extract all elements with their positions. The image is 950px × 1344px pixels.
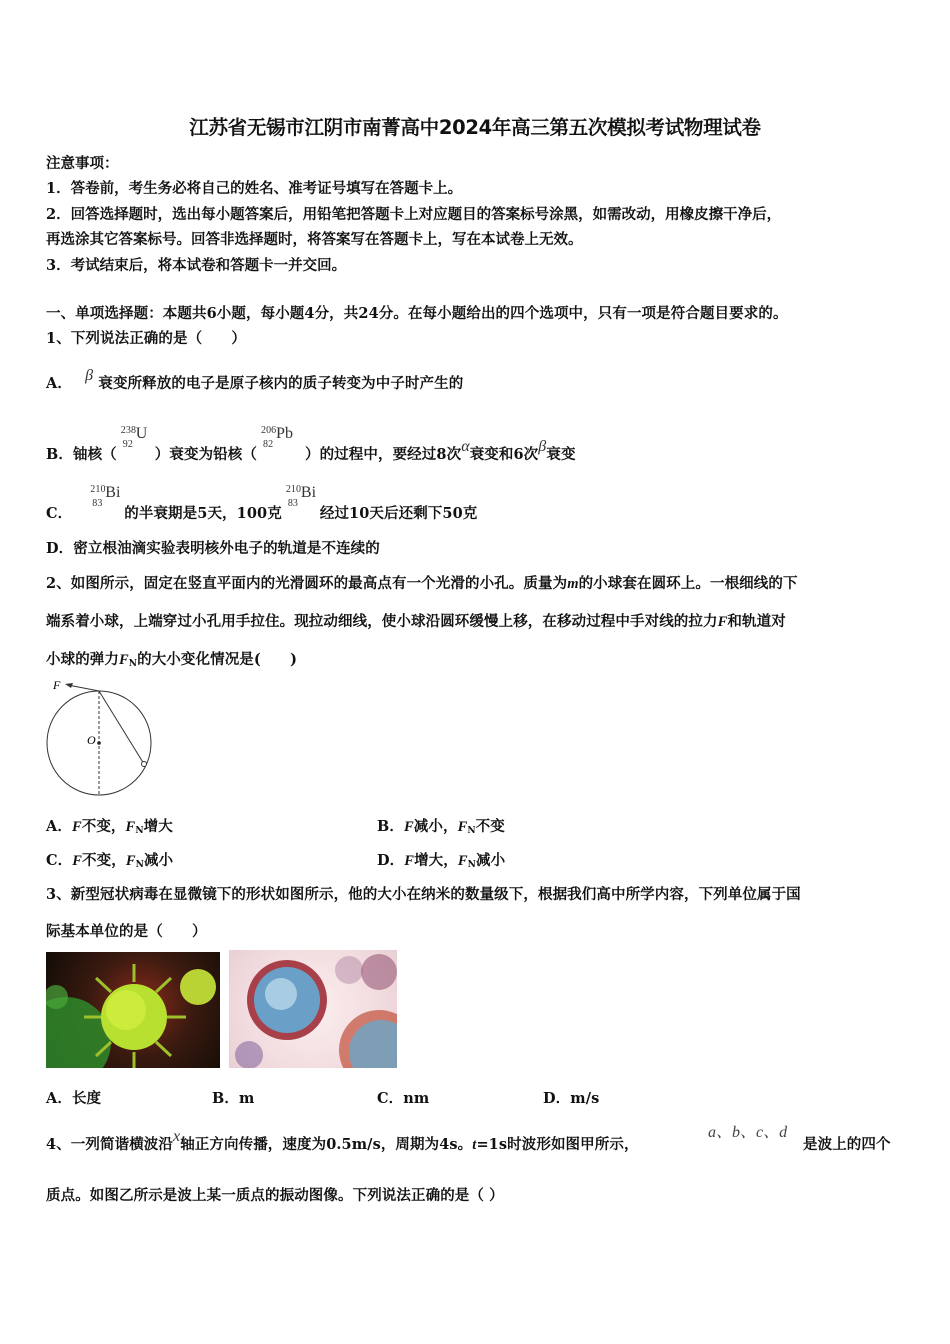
option-text: ）的过程中，要经过8次 (304, 446, 462, 463)
q3-option-d[interactable]: D．m/s (543, 1090, 600, 1107)
svg-text:F: F (53, 678, 61, 692)
option-text: ）衰变为铅核（ (154, 446, 257, 463)
virus-image-green (46, 952, 220, 1068)
ring-diagram (40, 672, 170, 797)
q4-points-abcd: a、b、c、d (708, 1124, 788, 1141)
option-text: 密立根油滴实验表明核外电子的轨道是不连续的 (73, 540, 380, 557)
q4-stem-line2: 质点。如图乙所示是波上某一质点的振动图像。下列说法正确的是（ ） (46, 1187, 504, 1204)
q4-stem-line1-end: 是波上的四个 (803, 1136, 891, 1153)
note-item: 1．答卷前，考生务必将自己的姓名、准考证号填写在答题卡上。 (46, 180, 463, 197)
q2-stem-line1: 2、如图所示，固定在竖直平面内的光滑圆环的最高点有一个光滑的小孔。质量为m的小球套在圆环上。一根细线的下 (46, 575, 798, 592)
beta-symbol: β (85, 367, 94, 384)
note-item: 3．考试结束后，将本试卷和答题卡一并交回。 (46, 257, 347, 274)
option-label: B． (46, 446, 73, 463)
q3-option-a[interactable]: A．长度 (46, 1090, 102, 1107)
option-text: 铀核（ (72, 446, 117, 463)
q1-stem: 1、下列说法正确的是（ ） (46, 330, 246, 347)
q3-option-c[interactable]: C．nm (377, 1090, 430, 1107)
virus-image-blue (229, 950, 397, 1068)
q3-stem-line1: 3、新型冠状病毒在显微镜下的形状如图所示，他的大小在纳米的数量级下，根据我们高中所学内容，下列单位属于国 (46, 886, 801, 903)
q4-stem-line1: 4、一列简谐横波沿x轴正方向传播，速度为0.5m/s，周期为4s。t=1s时波形如图甲所示， (46, 1128, 639, 1153)
notes-heading: 注意事项： (46, 155, 119, 172)
string-line (99, 691, 144, 764)
option-text: 衰变所释放的电子是原子核内的质子转变为中子时产生的 (98, 375, 464, 392)
q2-option-c[interactable]: C．F不变，$F_N$减小 (46, 852, 174, 870)
q2-stem-line2: 端系着小球，上端穿过小孔用手拉住。现拉动细线，使小球沿圆环缓慢上移，在移动过程中手对线的拉力F和轨道对 (46, 613, 786, 630)
option-label: C． (46, 505, 73, 522)
q3-option-b[interactable]: B．m (212, 1090, 255, 1107)
bismuth-nuclide: 210 83 Bi (285, 484, 317, 509)
option-text: 经过10天后还剩下50克 (319, 505, 478, 522)
q1-option-a[interactable] (46, 367, 464, 393)
q2-option-b[interactable]: B．F减小，$F_N$不变 (377, 818, 505, 836)
page-title: 江苏省无锡市江阴市南菁高中2024年高三第五次模拟考试物理试卷 (189, 116, 761, 139)
option-text: 衰变 (546, 446, 576, 463)
force-arrow (68, 685, 99, 691)
svg-text:O: O (87, 733, 96, 747)
alpha-symbol: α (461, 438, 470, 455)
q1-option-b[interactable] (46, 425, 576, 464)
uranium-nuclide: 238 92 U (120, 425, 148, 450)
beta-symbol: β (538, 438, 547, 455)
option-text: 的半衰期是5天，100克 (124, 505, 282, 522)
section-heading: 一、单项选择题：本题共6小题，每小题4分，共24分。在每小题给出的四个选项中，只有一项是符合题目要求的。 (46, 305, 788, 322)
x-axis-symbol: x (173, 1128, 181, 1145)
q1-option-c[interactable] (46, 484, 478, 523)
q1-option-d[interactable] (46, 537, 380, 558)
arrow-head-icon (65, 683, 73, 688)
option-label: D． (46, 540, 74, 557)
q3-stem-line2: 际基本单位的是（ ） (46, 923, 207, 940)
note-item: 再选涂其它答案标号。回答非选择题时，将答案写在答题卡上，写在本试卷上无效。 (46, 231, 583, 248)
bismuth-nuclide: 210 83 Bi (90, 484, 121, 509)
q2-option-d[interactable]: D．F增大，$F_N$减小 (377, 852, 506, 870)
ball-icon (142, 762, 147, 767)
option-label: A． (46, 375, 72, 392)
q2-stem-line3: 小球的弹力$F_N$的大小变化情况是( ) (46, 651, 298, 669)
lead-nuclide: 206 82 Pb (260, 425, 294, 450)
option-text: 衰变和6次 (469, 446, 539, 463)
note-item: 2．回答选择题时，选出每小题答案后，用铅笔把答题卡上对应题目的答案标号涂黑，如需改动，用橡皮擦干净后， (46, 206, 782, 223)
center-dot (97, 741, 101, 745)
q2-option-a[interactable]: A．F不变，$F_N$增大 (46, 818, 173, 836)
